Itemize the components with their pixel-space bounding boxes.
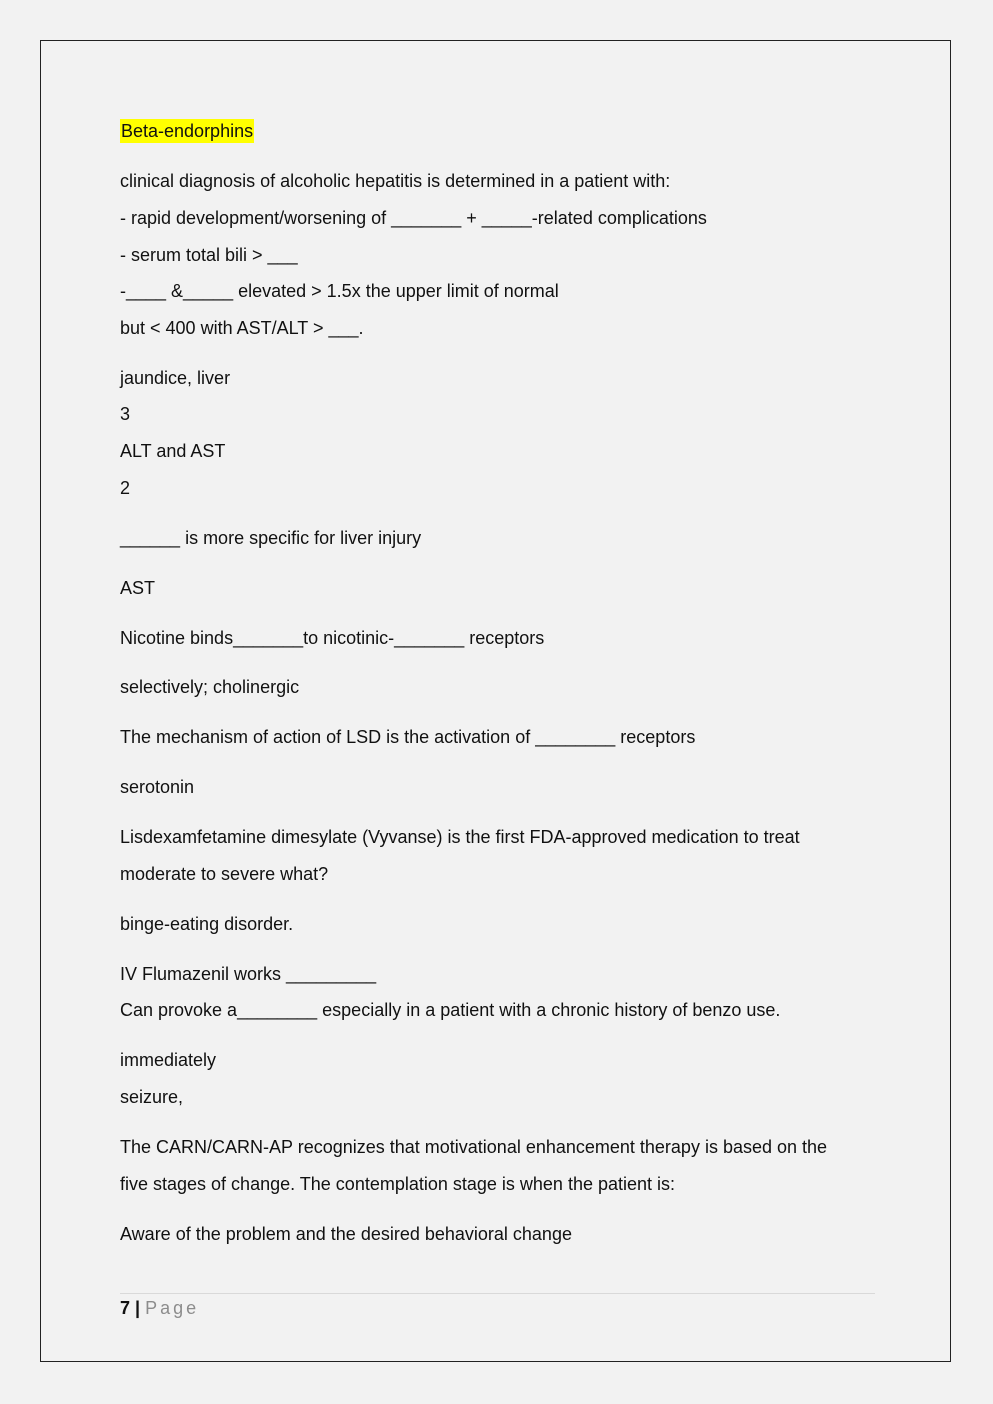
- text-line: - serum total bili > ___: [120, 245, 298, 265]
- text-line: Nicotine binds_______to nicotinic-_______ receptors: [120, 628, 545, 648]
- footer-divider: [120, 1293, 875, 1294]
- page-label: Page: [145, 1298, 200, 1318]
- highlight-mark: Beta-endorphins: [121, 121, 254, 141]
- text-line: clinical diagnosis of alcoholic hepatitis is determined in a patient with:: [120, 171, 671, 191]
- text-line: binge-eating disorder.: [120, 914, 294, 934]
- text-line: five stages of change. The contemplation stage is when the patient is:: [120, 1174, 676, 1194]
- text-line: jaundice, liver: [120, 368, 231, 388]
- text-line: -____ &_____ elevated > 1.5x the upper limit of normal: [120, 281, 559, 301]
- text-line: Aware of the problem and the desired behavioral change: [120, 1224, 572, 1244]
- footer-separator: |: [135, 1298, 141, 1318]
- text-line: selectively; cholinergic: [120, 677, 300, 697]
- page-number: 7: [120, 1298, 131, 1318]
- text-line: The CARN/CARN-AP recognizes that motivational enhancement therapy is based on the: [120, 1137, 828, 1157]
- page-border: [40, 40, 951, 1362]
- text-line: IV Flumazenil works _________: [120, 964, 377, 984]
- page-footer: [120, 1297, 199, 1319]
- text-line: seizure,: [120, 1087, 184, 1107]
- text-line: serotonin: [120, 777, 195, 797]
- text-line: immediately: [120, 1050, 217, 1070]
- highlighted-heading: [120, 120, 254, 142]
- text-line: Lisdexamfetamine dimesylate (Vyvanse) is the first FDA-approved medication to treat: [120, 827, 800, 847]
- text-line: The mechanism of action of LSD is the activation of ________ receptors: [120, 727, 696, 747]
- text-line: moderate to severe what?: [120, 864, 329, 884]
- text-line: - rapid development/worsening of _______ + _____-related complications: [120, 208, 707, 228]
- text-line: 3: [120, 404, 131, 424]
- text-line: ______ is more specific for liver injury: [120, 528, 422, 548]
- text-line: Can provoke a________ especially in a patient with a chronic history of benzo use.: [120, 1000, 781, 1020]
- text-line: but < 400 with AST/ALT > ___.: [120, 318, 364, 338]
- text-line: 2: [120, 478, 131, 498]
- text-line: AST: [120, 578, 156, 598]
- text-line: ALT and AST: [120, 441, 226, 461]
